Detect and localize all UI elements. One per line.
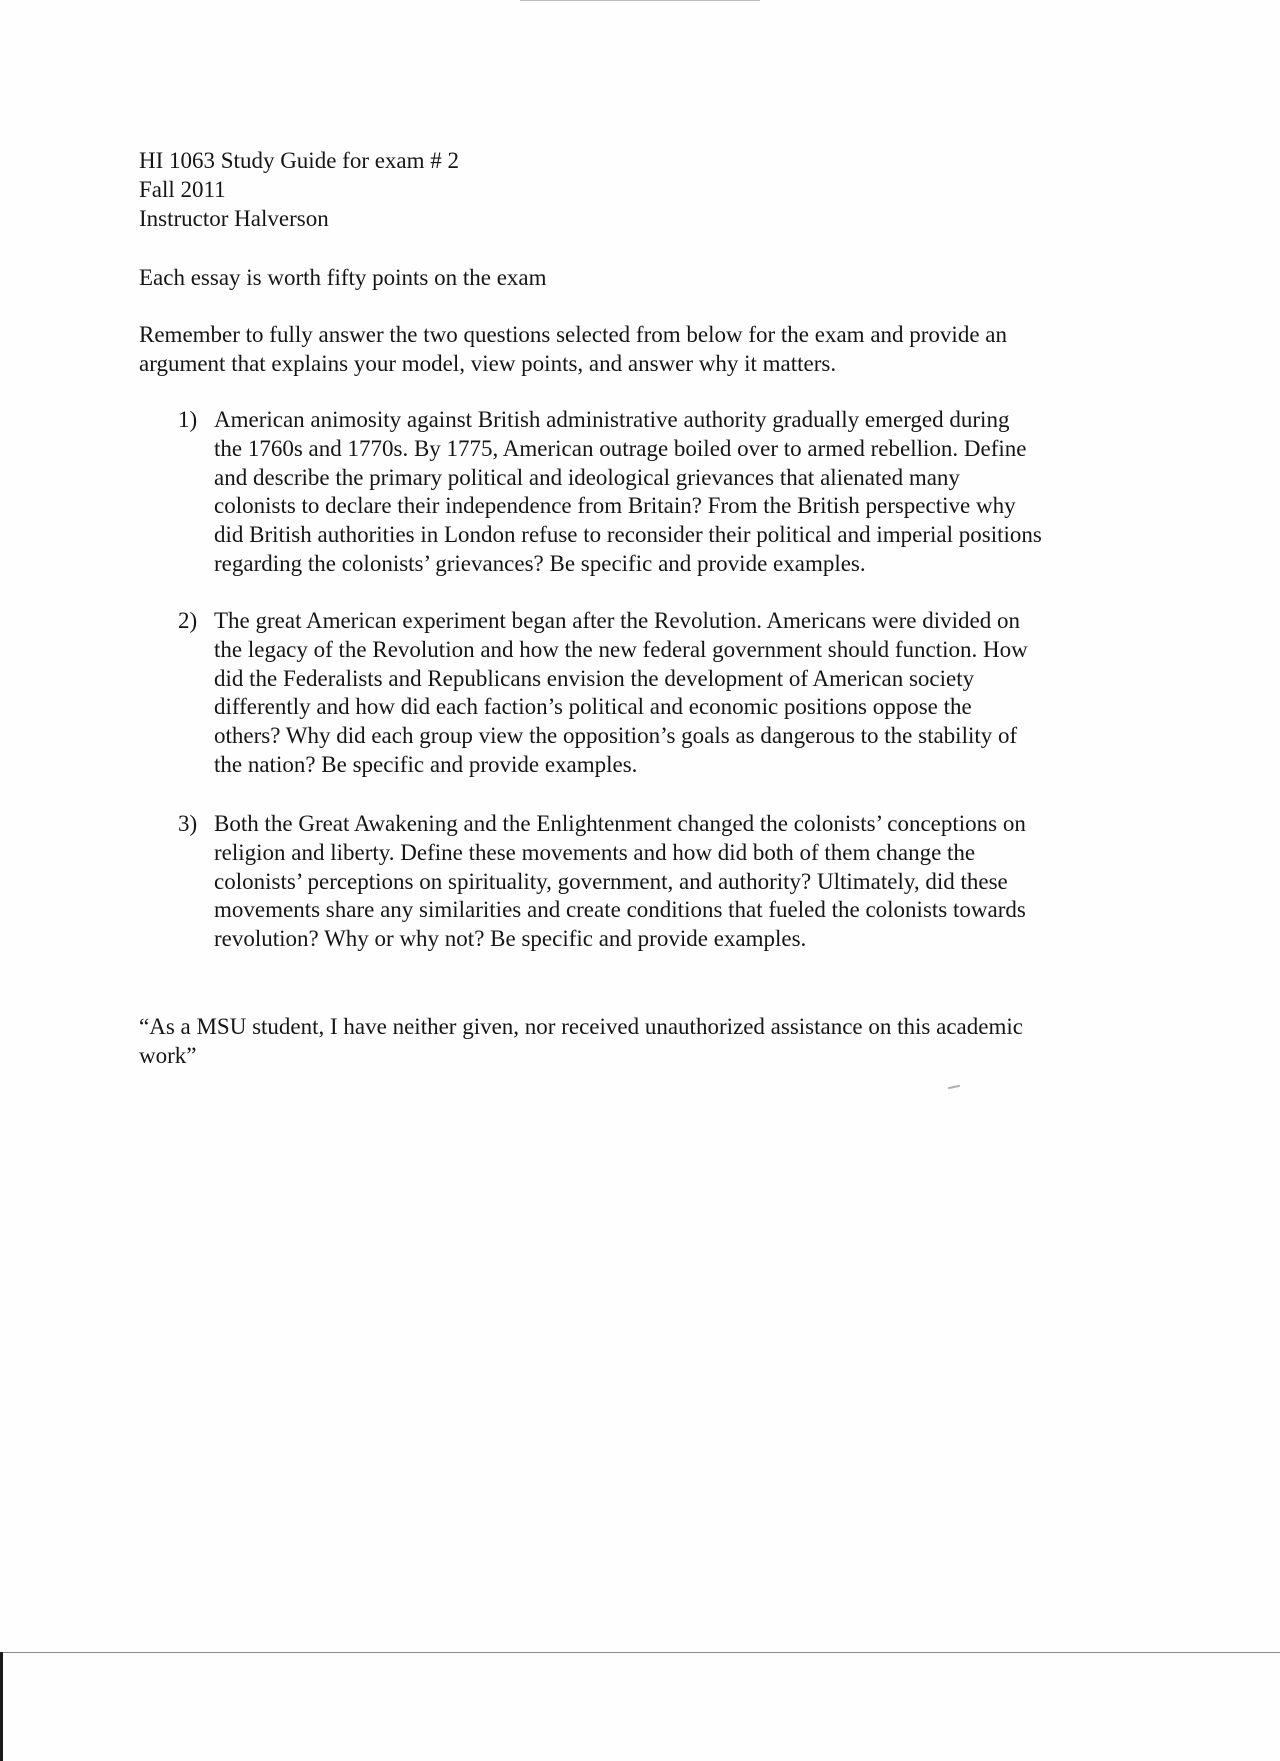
question-line: colonists’ perceptions on spirituality, government, and authority? Ultimately, did these: [214, 868, 1008, 894]
instructions-paragraph: [139, 320, 1139, 378]
term: Fall 2011: [139, 177, 226, 202]
course-title: HI 1063 Study Guide for exam # 2: [139, 148, 460, 173]
question-line: the nation? Be specific and provide examples.: [214, 751, 638, 777]
question-line: and describe the primary political and ideological grievances that alienated many: [214, 464, 960, 490]
scan-artifact-bottom-line: [0, 1652, 1280, 1653]
honor-line: work”: [139, 1043, 197, 1068]
essay-worth-note: Each essay is worth fifty points on the exam: [139, 265, 547, 290]
question-line: differently and how did each faction’s political and economic positions oppose the: [214, 694, 972, 720]
question-line: American animosity against British administrative authority gradually emerged during: [214, 407, 1010, 432]
instructor: Instructor Halverson: [139, 206, 329, 231]
question-line: movements share any similarities and create conditions that fueled the colonists towards: [214, 897, 1026, 923]
honor-line: “As a MSU student, I have neither given, nor received unauthorized assistance on this academic: [139, 1014, 1023, 1039]
question-line: revolution? Why or why not? Be specific and provide examples.: [214, 926, 807, 952]
instructions-line: argument that explains your model, view points, and answer why it matters.: [139, 351, 837, 376]
document-header: [139, 146, 459, 233]
question-line: the legacy of the Revolution and how the new federal government should function. How: [214, 636, 1028, 662]
question-line: regarding the colonists’ grievances? Be specific and provide examples.: [214, 550, 866, 576]
question-line: colonists to declare their independence from Britain? From the British perspective why: [214, 493, 1016, 519]
question-text: [214, 406, 1138, 579]
question-line: did British authorities in London refuse to reconsider their political and imperial positions: [214, 522, 1042, 548]
question-line: Both the Great Awakening and the Enlightenment changed the colonists’ conceptions on: [214, 811, 1026, 836]
question-number: 3): [178, 811, 198, 836]
question-line: the 1760s and 1770s. By 1775, American outrage boiled over to armed rebellion. Define: [214, 435, 1027, 461]
honor-statement: [139, 1012, 1139, 1070]
question-line: did the Federalists and Republicans envision the development of American society: [214, 665, 975, 691]
question-text: [214, 810, 1138, 954]
scan-artifact-top-line: [520, 0, 760, 1]
question-number: 2): [178, 608, 198, 633]
scan-artifact-mark: [948, 1085, 960, 1089]
question-line: The great American experiment began after the Revolution. Americans were divided on: [214, 608, 1020, 633]
scan-artifact-left-edge: [0, 1652, 3, 1761]
question-number: 1): [178, 407, 198, 432]
question-line: religion and liberty. Define these movements and how did both of them change the: [214, 839, 976, 865]
question-text: [214, 607, 1138, 780]
instructions-line: Remember to fully answer the two questions selected from below for the exam and provide an: [139, 322, 1007, 347]
question-line: others? Why did each group view the opposition’s goals as dangerous to the stability of: [214, 723, 1018, 749]
